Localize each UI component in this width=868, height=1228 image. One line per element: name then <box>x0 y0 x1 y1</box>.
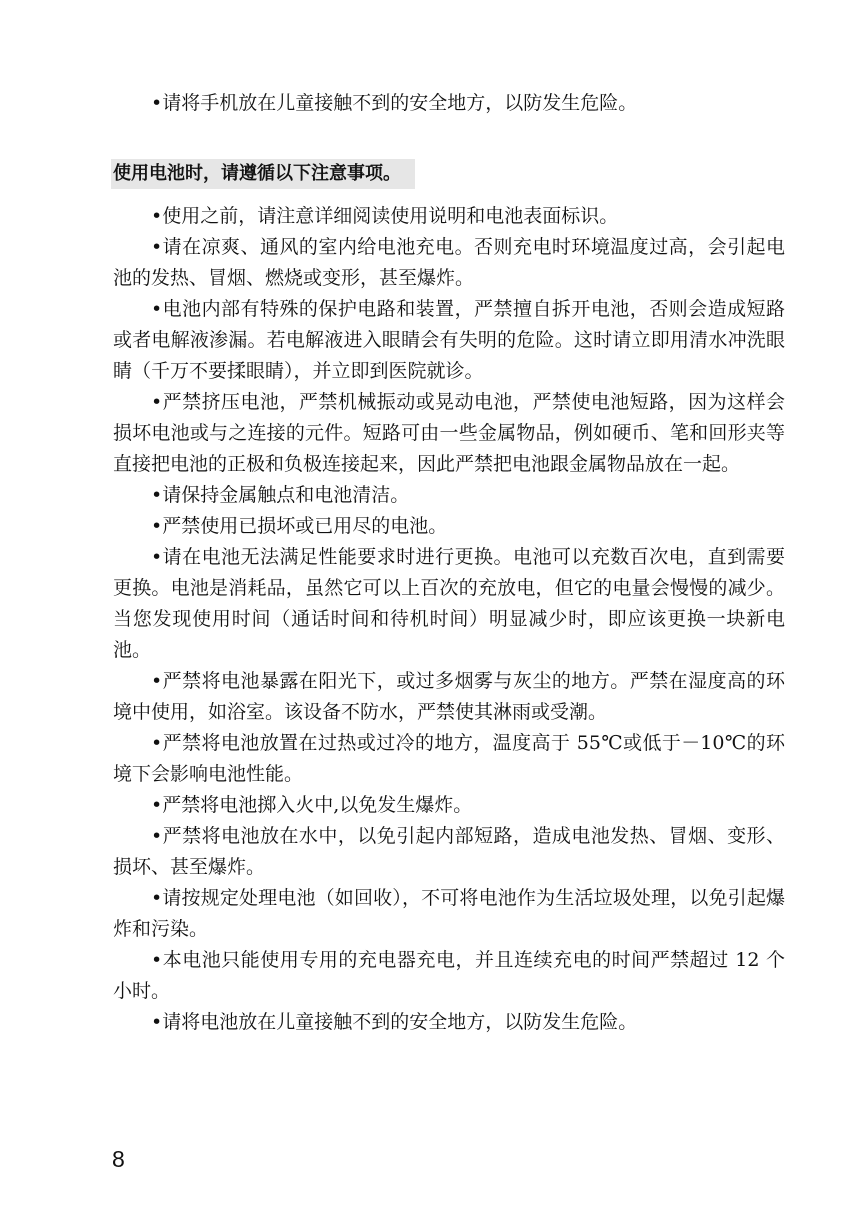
page-number: 8 <box>112 1146 125 1172</box>
intro-paragraph: •请将手机放在儿童接触不到的安全地方，以防发生危险。 <box>151 92 638 114</box>
battery-item: •严禁挤压电池，严禁机械振动或晃动电池，严禁使电池短路，因为这样会损坏电池或与之连接的元件。短路可由一些金属物品，例如硬币、笔和回形夹等直接把电池的正极和负极连接起来，因此严禁把电池跟金属物品放在一起。 <box>113 391 785 475</box>
battery-item: •严禁将电池暴露在阳光下，或过多烟雾与灰尘的地方。严禁在湿度高的环境中使用，如浴室。该设备不防水，严禁使其淋雨或受潮。 <box>113 670 785 723</box>
battery-item: •请将电池放在儿童接触不到的安全地方，以防发生危险。 <box>151 1011 638 1033</box>
battery-item: •严禁将电池掷入火中,以免发生爆炸。 <box>151 794 473 816</box>
battery-item: •电池内部有特殊的保护电路和装置，严禁擅自拆开电池，否则会造成短路或者电解液渗漏。若电解液进入眼睛会有失明的危险。这时请立即用清水冲洗眼睛（千万不要揉眼睛），并立即到医院就诊。 <box>113 298 785 382</box>
battery-item: •请按规定处理电池（如回收），不可将电池作为生活垃圾处理，以免引起爆炸和污染。 <box>113 887 785 940</box>
section-heading-wrap <box>113 159 785 189</box>
battery-item: •本电池只能使用专用的充电器充电，并且连续充电的时间严禁超过 12 个小时。 <box>113 949 785 1002</box>
battery-item: •请在电池无法满足性能要求时进行更换。电池可以充数百次电，直到需要更换。电池是消耗品，虽然它可以上百次的充放电，但它的电量会慢慢的减少。当您发现使用时间（通话时间和待机时间）明显减少时，即应该更换一块新电池。 <box>113 546 785 661</box>
battery-item: •请保持金属触点和电池清洁。 <box>151 484 410 506</box>
battery-item: •严禁将电池放在水中，以免引起内部短路，造成电池发热、冒烟、变形、损坏、甚至爆炸。 <box>113 825 785 878</box>
battery-item: •严禁使用已损坏或已用尽的电池。 <box>151 515 448 537</box>
battery-item: •请在凉爽、通风的室内给电池充电。否则充电时环境温度过高，会引起电池的发热、冒烟、燃烧或变形，甚至爆炸。 <box>113 236 785 289</box>
section-heading: 使用电池时，请遵循以下注意事项。 <box>111 159 415 189</box>
section-spacer <box>113 119 785 159</box>
manual-page-content <box>113 88 785 1038</box>
battery-item: •使用之前，请注意详细阅读使用说明和电池表面标识。 <box>151 205 619 227</box>
battery-item: •严禁将电池放置在过热或过冷的地方，温度高于 55℃或低于－10℃的环境下会影响电池性能。 <box>113 732 785 785</box>
